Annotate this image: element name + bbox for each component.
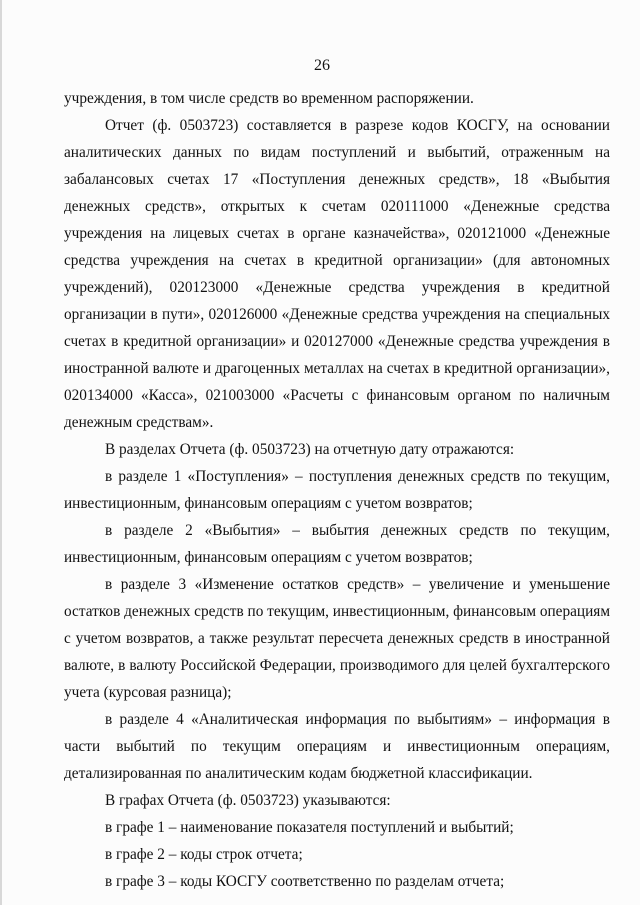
paragraph-column-3: в графе 3 – коды КОСГУ соответственно по разделам отчета; xyxy=(105,873,505,890)
paragraph-column-2: в графе 2 – коды строк отчета; xyxy=(105,846,303,863)
paragraph-section-1: в разделе 1 «Поступления» – поступления денежных средств по текущим, инвестиционным, финансовым операциям с учетом возвратов; xyxy=(64,468,610,512)
paragraph-sections-intro: В разделах Отчета (ф. 0503723) на отчетную дату отражаются: xyxy=(105,441,515,458)
paragraph-columns-intro: В графах Отчета (ф. 0503723) указываются: xyxy=(105,792,391,809)
paragraph-report-description: Отчет (ф. 0503723) составляется в разрезе кодов КОСГУ, на основании аналитических данных по видам поступлений и выбытий, отраженным на забалансовых счетах 17 «Поступления денежных средств», 18 «Выбытия денежных средств», открытых к счетам 020111000 «Денежные средства учреждения на лицевых счетах в органе казначейства», 020121000 «Денежные средства учреждения на счетах в кредитной организации» (для автономных учреждений), 020123000 «Денежные средства учреждения в кредитной организации в пути», 020126000 «Денежные средства учреждения на специальных счетах в кредитной организации» и 020127000 «Денежные средства учреждения в иностранной валюте и драгоценных металлах на счетах в кредитной организации», 020134000 «Касса», 021003000 «Расчеты с финансовым органом по наличным денежным средствам». xyxy=(64,117,610,431)
paragraph-section-2: в разделе 2 «Выбытия» – выбытия денежных средств по текущим, инвестиционным, финансовым операциям с учетом возвратов; xyxy=(64,522,610,566)
paragraph-continuation: учреждения, в том числе средств во временном распоряжении. xyxy=(64,90,474,107)
document-body xyxy=(64,85,610,895)
paragraph-column-1: в графе 1 – наименование показателя поступлений и выбытий; xyxy=(105,819,514,836)
page-number: 26 xyxy=(314,57,330,74)
paragraph-section-3: в разделе 3 «Изменение остатков средств» – увеличение и уменьшение остатков денежных средств по текущим, инвестиционным, финансовым операциям с учетом возвратов, а также результат пересчета денежных средств в иностранной валюте, в валюту Российской Федерации, производимого для целей бухгалтерского учета (курсовая разница); xyxy=(64,576,610,701)
paragraph-section-4: в разделе 4 «Аналитическая информация по выбытиям» – информация в части выбытий по текущим операциям и инвестиционным операциям, детализированная по аналитическим кодам бюджетной классификации. xyxy=(64,711,610,782)
